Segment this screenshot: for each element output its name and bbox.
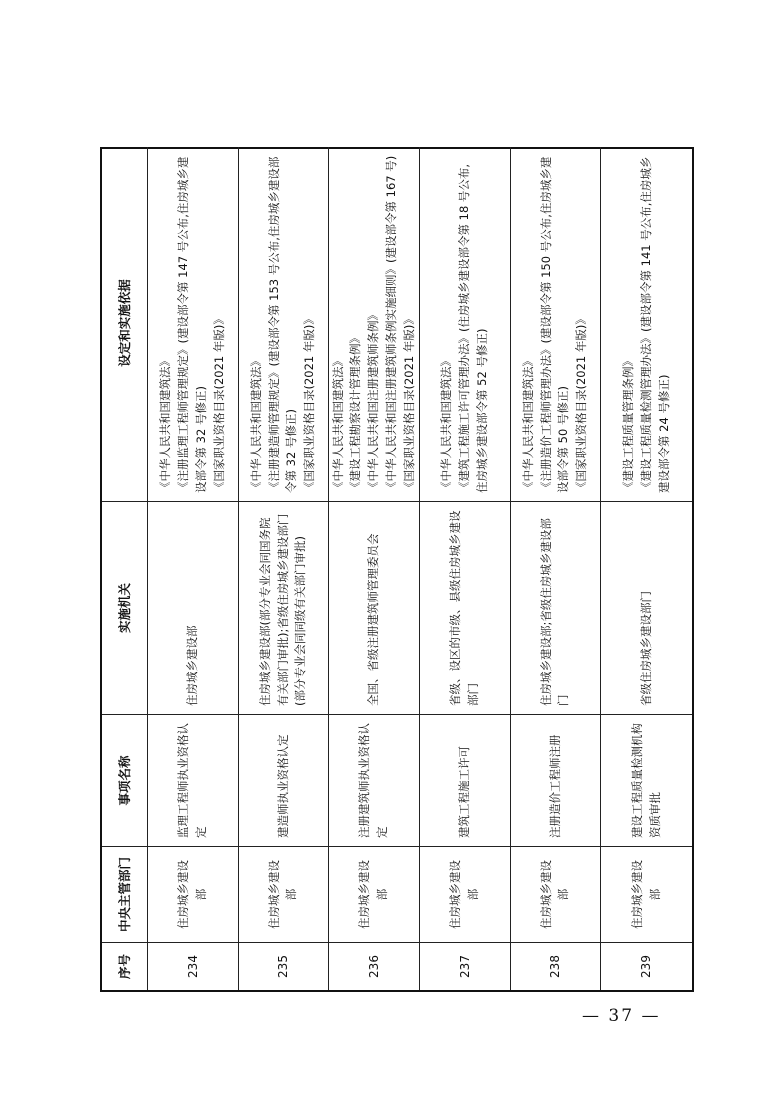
page-number: — 37 — bbox=[582, 1006, 661, 1026]
row-dept: 住房城乡建设部 bbox=[601, 846, 692, 942]
row-basis bbox=[148, 147, 239, 501]
row-agency: 住房城乡建设部;省级住房城乡建设部门 bbox=[511, 501, 602, 714]
header-dept: 中央主管部门 bbox=[102, 846, 148, 942]
basis-line: 《中华人民共和国注册建筑师条例实施细则》(建设部令第 167 号) bbox=[384, 155, 399, 493]
basis-line: 《国家职业资格目录(2021 年版)》 bbox=[302, 313, 317, 493]
basis-line: 《注册造价工程师管理办法》(建设部令第 150 号公布,住房城乡建设部令第 50 号修正) bbox=[538, 156, 571, 493]
basis-line: 《国家职业资格目录(2021 年版)》 bbox=[401, 313, 416, 493]
row-agency: 省级、设区的市级、县级住房城乡建设部门 bbox=[420, 501, 511, 714]
row-item: 注册建筑师执业资格认定 bbox=[329, 714, 420, 846]
row-agency: 住房城乡建设部 bbox=[148, 501, 239, 714]
basis-line: 《建设工程质量检测管理办法》(建设部令第 141 号公布,住房城乡建设部令第 24 号修正) bbox=[638, 156, 671, 493]
row-item: 监理工程师执业资格认定 bbox=[148, 714, 239, 846]
basis-line: 《国家职业资格目录(2021 年版)》 bbox=[574, 313, 589, 493]
row-dept: 住房城乡建设部 bbox=[511, 846, 602, 942]
basis-line: 《中华人民共和国建筑法》 bbox=[330, 355, 345, 493]
row-item: 注册造价工程师注册 bbox=[511, 714, 602, 846]
basis-line: 《建设工程勘察设计管理条例》 bbox=[348, 332, 363, 493]
row-dept: 住房城乡建设部 bbox=[329, 846, 420, 942]
row-dept: 住房城乡建设部 bbox=[148, 846, 239, 942]
row-seq: 239 bbox=[601, 942, 692, 990]
basis-line: 《中华人民共和国注册建筑师条例》 bbox=[366, 309, 381, 493]
basis-line: 《注册监理工程师管理规定》(建设部令第 147 号公布,住房城乡建设部令第 32 号修正) bbox=[176, 156, 208, 493]
header-item: 事项名称 bbox=[102, 714, 148, 846]
row-basis bbox=[511, 147, 602, 501]
row-agency: 住房城乡建设部(部分专业会同国务院有关部门审批);省级住房城乡建设部门(部分专业会同同级有关部门审批) bbox=[239, 501, 330, 714]
row-item: 建设工程质量检测机构资质审批 bbox=[601, 714, 692, 846]
header-basis: 设定和实施依据 bbox=[102, 147, 148, 501]
header-agency: 实施机关 bbox=[102, 501, 148, 714]
row-seq: 235 bbox=[239, 942, 330, 990]
basis-line: 《中华人民共和国建筑法》 bbox=[158, 355, 173, 493]
rotated-page-area bbox=[100, 147, 694, 992]
row-seq: 234 bbox=[148, 942, 239, 990]
row-item: 建造师执业资格认定 bbox=[239, 714, 330, 846]
row-basis bbox=[239, 147, 330, 501]
basis-line: 《国家职业资格目录(2021 年版)》 bbox=[211, 313, 226, 493]
row-basis bbox=[420, 147, 511, 501]
items-table bbox=[100, 147, 694, 992]
basis-line: 《注册建造师管理规定》(建设部令第 153 号公布,住房城乡建设部令第 32 号修正) bbox=[266, 156, 299, 493]
basis-line: 《建设工程质量管理条例》 bbox=[620, 355, 635, 493]
basis-line: 《建筑工程施工许可管理办法》(住房城乡建设部令第 18 号公布,住房城乡建设部令第 52 号修正) bbox=[456, 163, 489, 493]
row-dept: 住房城乡建设部 bbox=[239, 846, 330, 942]
row-seq: 238 bbox=[511, 942, 602, 990]
basis-line: 《中华人民共和国建筑法》 bbox=[248, 355, 263, 493]
row-agency: 全国、省级注册建筑师管理委员会 bbox=[329, 501, 420, 714]
basis-line: 《中华人民共和国建筑法》 bbox=[439, 355, 454, 493]
row-basis bbox=[329, 147, 420, 501]
row-dept: 住房城乡建设部 bbox=[420, 846, 511, 942]
header-seq: 序号 bbox=[102, 942, 148, 990]
row-agency: 省级住房城乡建设部门 bbox=[601, 501, 692, 714]
row-seq: 237 bbox=[420, 942, 511, 990]
row-item: 建筑工程施工许可 bbox=[420, 714, 511, 846]
row-basis bbox=[601, 147, 692, 501]
row-seq: 236 bbox=[329, 942, 420, 990]
basis-line: 《中华人民共和国建筑法》 bbox=[520, 355, 535, 493]
